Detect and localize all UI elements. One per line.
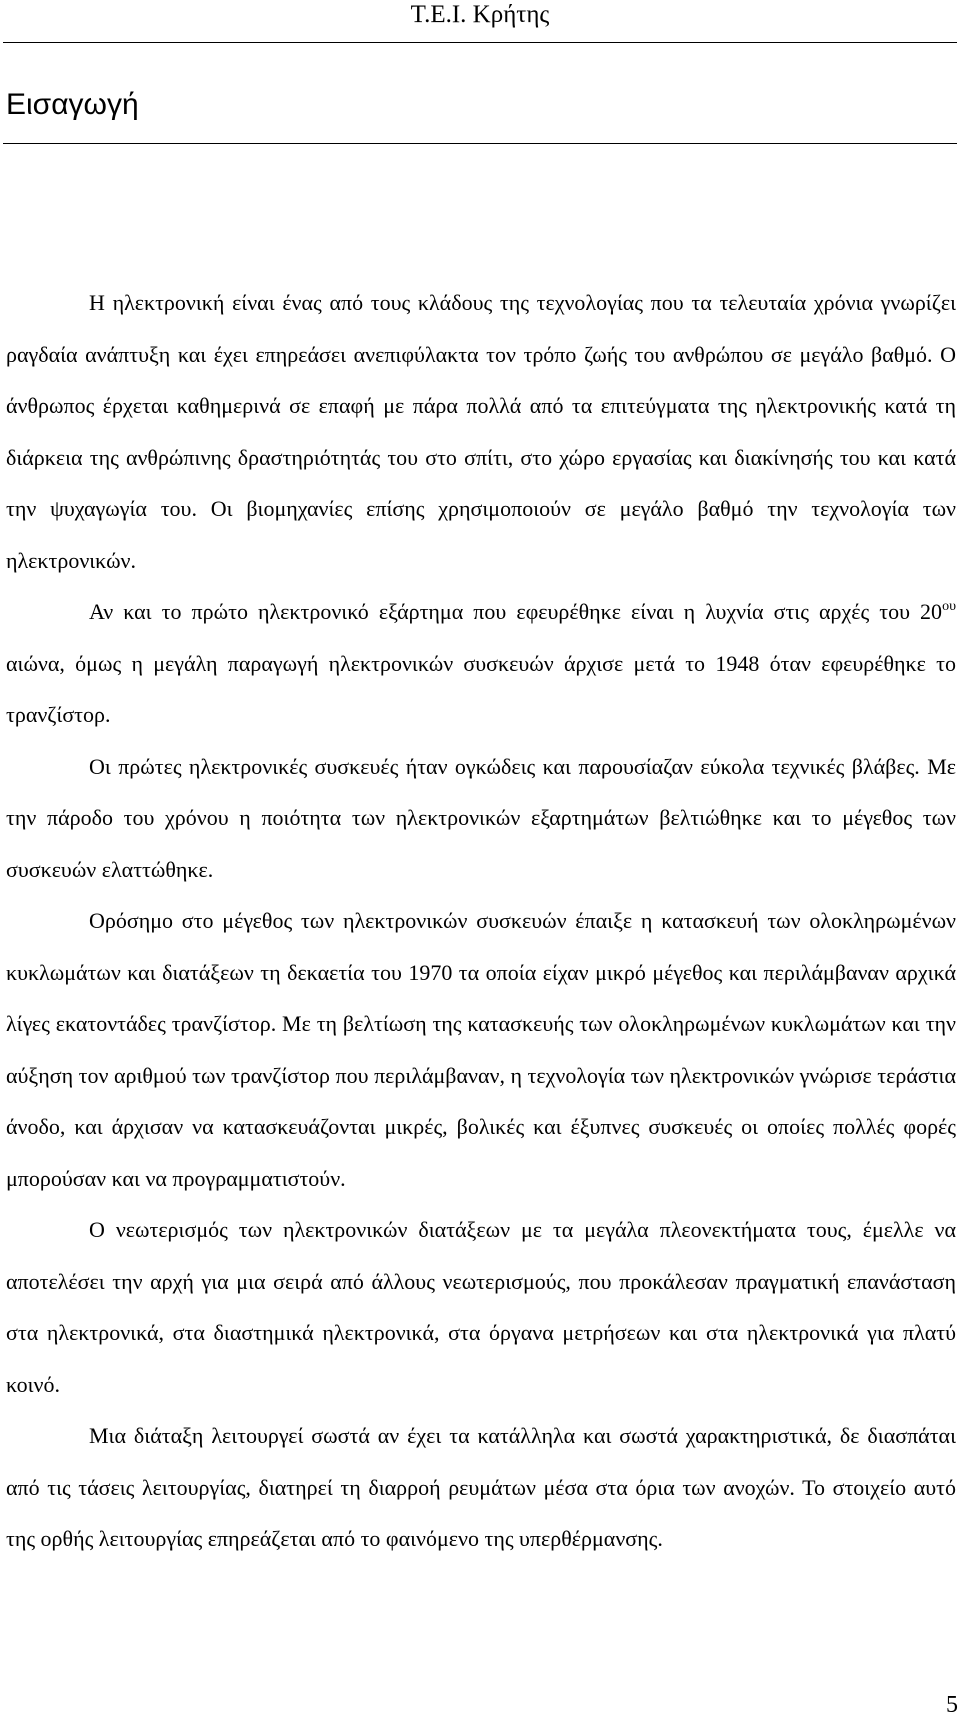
title-rule [3, 143, 957, 144]
ordinal-superscript: ου [942, 599, 956, 614]
paragraph-5: Ο νεωτερισμός των ηλεκτρονικών διατάξεων με τα μεγάλα πλεονεκτήματα τους, έμελλε να αποτελέσει την αρχή για μια σειρά από άλλους νεωτερισμούς, που προκάλεσαν πραγματική επανάσταση στα ηλεκτρονικά, στα διαστημικά ηλεκτρονικά, στα όργανα μετρήσεων και στα ηλεκτρονικά για πλατύ κοινό. [6, 1217, 956, 1397]
paragraph-2 [6, 586, 956, 741]
running-header: Τ.Ε.Ι. Κρήτης [410, 1, 550, 28]
paragraph-3: Οι πρώτες ηλεκτρονικές συσκευές ήταν ογκώδεις και παρουσίαζαν εύκολα τεχνικές βλάβες. Με την πάροδο του χρόνου η ποιότητα των ηλεκτρονικών εξαρτημάτων βελτιώθηκε και το μέγεθος των συσκευών ελαττώθηκε. [6, 753, 956, 882]
paragraph-2-text-before: Αν και το πρώτο ηλεκτρονικό εξάρτημα που εφευρέθηκε είναι η λυχνία στις αρχές του 20 [89, 599, 943, 624]
paragraph-2-text-after: αιώνα, όμως η μεγάλη παραγωγή ηλεκτρονικών συσκευών άρχισε μετά το 1948 όταν εφευρέθηκε το τρανζίστορ. [6, 650, 956, 727]
section-title: Εισαγωγή [6, 88, 139, 121]
page-number: 5 [946, 1692, 958, 1718]
paragraph-6: Μια διάταξη λειτουργεί σωστά αν έχει τα κατάλληλα και σωστά χαρακτηριστικά, δε διασπάται από τις τάσεις λειτουργίας, διατηρεί τη διαρροή ρευμάτων μέσα στα όρια των ανοχών. Το στοιχείο αυτό της ορθής λειτουργίας επηρεάζεται από το φαινόμενο της υπερθέρμανσης. [6, 1423, 956, 1551]
paragraph-4: Ορόσημο στο μέγεθος των ηλεκτρονικών συσκευών έπαιξε η κατασκευή των ολοκληρωμένων κυκλωμάτων και διατάξεων τη δεκαετία του 1970 τα οποία είχαν μικρό μέγεθος και περιλάμβαναν αρχικά λίγες εκατοντάδες τρανζίστορ. Με τη βελτίωση της κατασκευής των ολοκληρωμένων κυκλωμάτων και την αύξηση τον αριθμού των τρανζίστορ που περιλάμβαναν, η τεχνολογία των ηλεκτρονικών γνώρισε τεράστια άνοδο, και άρχισαν να κατασκευάζονται μικρές, βολικές και έξυπνες συσκευές οι οποίες πολλές φορές μπορούσαν και να προγραμματιστούν. [6, 908, 956, 1191]
body-text [6, 277, 956, 1565]
header-rule [3, 42, 957, 43]
paragraph-1: Η ηλεκτρονική είναι ένας από τους κλάδους της τεχνολογίας που τα τελευταία χρόνια γνωρίζει ραγδαία ανάπτυξη και έχει επηρεάσει ανεπιφύλακτα τον τρόπο ζωής του ανθρώπου σε μεγάλο βαθμό. Ο άνθρωπος έρχεται καθημερινά σε επαφή με πάρα πολλά από τα επιτεύγματα της ηλεκτρονικής κατά τη διάρκεια της ανθρώπινης δραστηριότητάς του στο σπίτι, στο χώρο εργασίας και διακίνησής του και κατά την ψυχαγωγία του. Οι βιομηχανίες επίσης χρησιμοποιούν σε μεγάλο βαθμό την τεχνολογία των ηλεκτρονικών. [6, 290, 956, 573]
